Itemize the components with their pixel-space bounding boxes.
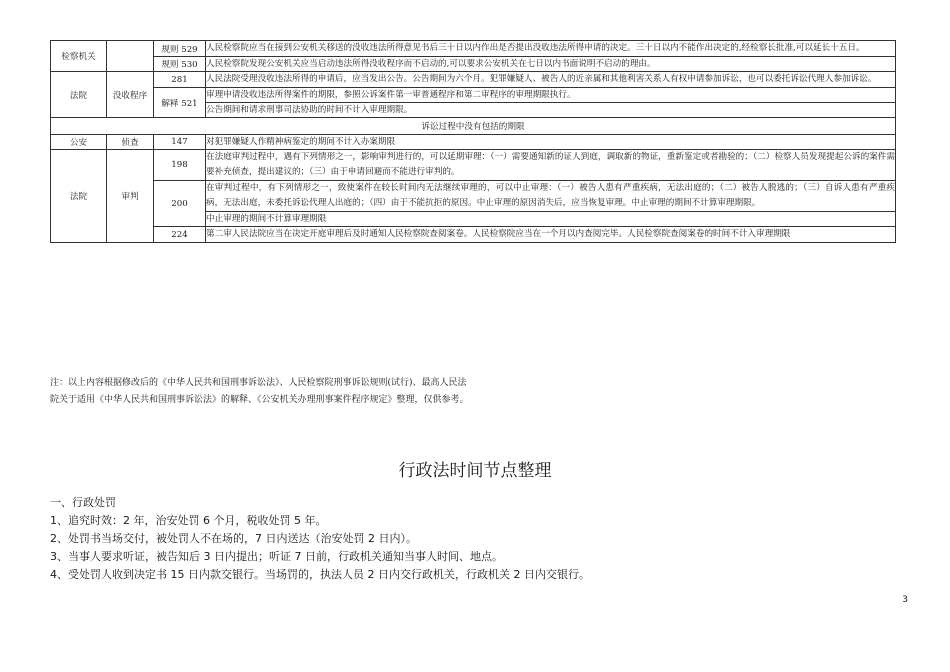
footnote <box>50 375 469 409</box>
agency-cell: 法院 <box>51 150 107 243</box>
list-item: 1、追究时效：2 年，治安处罚 6 个月，税收处罚 5 年。 <box>50 514 327 527</box>
footnote-line: 注：以上内容根据修改后的《中华人民共和国刑事诉讼法》、人民检察院刑事诉讼规则(试行)、最高人民法 <box>50 378 467 388</box>
article-cell: 规则 529 <box>154 41 206 57</box>
table-row <box>51 57 896 72</box>
provision-text: 对犯罪嫌疑人作精神病鉴定的期间不计入办案期限 <box>206 135 896 150</box>
article-cell: 规则 530 <box>154 57 206 72</box>
agency-cell: 法院 <box>51 72 107 118</box>
procedure-cell: 审判 <box>107 150 154 243</box>
list-item: 2、处罚书当场交付，被处罚人不在场的，7 日内送达（治安处罚 2 日内）。 <box>50 532 417 545</box>
table-row <box>51 88 896 103</box>
provision-text: 在审判过程中，有下列情形之一，致使案件在较长时间内无法继续审理的，可以中止审理：（一）被告人患有严重疾病，无法出庭的；（二）被告人脱逃的；（三）自诉人患有严重疾病，无法出庭，未委托诉讼代理人出庭的；（四）由于不能抗拒的原因。中止审理的原因消失后，应当恢复审理。中止审理的期间不计算审理期限。 <box>206 181 896 212</box>
article-cell: 147 <box>154 135 206 150</box>
table-row <box>51 227 896 243</box>
list-item: 4、受处罚人收到决定书 15 日内款交银行。当场罚的，执法人员 2 日内交行政机关，行政机关 2 日内交银行。 <box>50 568 590 581</box>
article-cell: 281 <box>154 72 206 88</box>
procedure-cell <box>107 41 154 72</box>
table-row <box>51 150 896 181</box>
procedure-cell: 没收程序 <box>107 72 154 118</box>
agency-cell: 检察机关 <box>51 41 107 72</box>
time-limit-table <box>50 40 896 243</box>
provision-text: 第二审人民法院应当在决定开庭审理后及时通知人民检察院查阅案卷。人民检察院应当在一个月以内查阅完毕。人民检察院查阅案卷的时间不计入审理期限 <box>206 227 896 243</box>
list-item: 3、当事人要求听证，被告知后 3 日内提出；听证 7 日前，行政机关通知当事人时间、地点。 <box>50 550 503 563</box>
procedure-cell: 侦查 <box>107 135 154 150</box>
provision-text: 公告期间和请求刑事司法协助的时间不计入审理期限。 <box>206 103 896 118</box>
admin-penalty-list <box>50 494 590 584</box>
article-cell: 224 <box>154 227 206 243</box>
table-row <box>51 135 896 150</box>
table-row <box>51 72 896 88</box>
footnote-line: 院关于适用《中华人民共和国刑事诉讼法》的解释、《公安机关办理刑事案件程序规定》整理，仅供参考。 <box>50 395 469 405</box>
section-header: 诉讼过程中没有包括的期限 <box>51 118 896 135</box>
provision-text: 人民法院受理没收违法所得的申请后，应当发出公告。公告期间为六个月。犯罪嫌疑人、被告人的近亲属和其他利害关系人有权申请参加诉讼，也可以委托诉讼代理人参加诉讼。 <box>206 72 896 88</box>
table-row <box>51 41 896 57</box>
provision-text: 中止审理的期间不计算审理期限 <box>206 212 896 227</box>
page-number: 3 <box>902 595 908 605</box>
provision-text: 审理申请没收违法所得案件的期限，参照公诉案件第一审普通程序和第二审程序的审理期限执行。 <box>206 88 896 103</box>
provision-text: 在法庭审判过程中，遇有下列情形之一，影响审判进行的，可以延期审理：（一）需要通知新的证人到庭，调取新的物证，重新鉴定或者勘验的；（二）检察人员发现提起公诉的案件需要补充侦查，提出建议的；（三）由于申请回避而不能进行审判的。 <box>206 150 896 181</box>
article-cell: 解释 521 <box>154 88 206 118</box>
article-cell: 198 <box>154 150 206 181</box>
article-cell: 200 <box>154 181 206 227</box>
section-title: 行政法时间节点整理 <box>398 461 552 481</box>
provision-text: 人民检察院发现公安机关应当启动违法所得没收程序而不启动的,可以要求公安机关在七日以内书面说明不启动的理由。 <box>206 57 896 72</box>
provision-text: 人民检察院应当在接到公安机关移送的没收违法所得意见书后三十日以内作出是否提出没收违法所得申请的决定。三十日以内不能作出决定的,经检察长批准,可以延长十五日。 <box>206 41 896 57</box>
table-row <box>51 118 896 135</box>
agency-cell: 公安 <box>51 135 107 150</box>
table-row <box>51 181 896 212</box>
list-heading: 一、行政处罚 <box>50 496 116 509</box>
